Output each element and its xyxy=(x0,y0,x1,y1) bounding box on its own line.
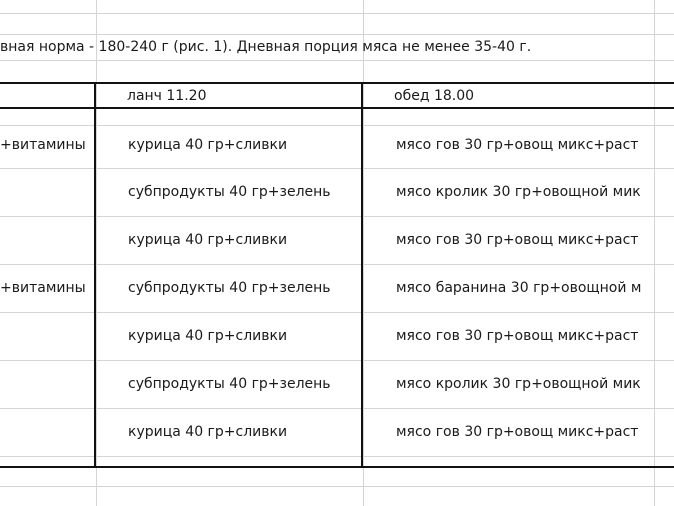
table-border-bottom xyxy=(0,466,362,468)
row-dinner-cell[interactable]: мясо кролик 30 гр+овощной мик xyxy=(396,376,641,392)
row-lunch-cell[interactable]: курица 40 гр+сливки xyxy=(128,328,288,344)
row-dinner-cell[interactable]: мясо гов 30 гр+овощ микс+раст xyxy=(396,424,639,440)
row-lunch-cell[interactable]: субпродукты 40 гр+зелень xyxy=(128,376,331,392)
row-lunch-cell[interactable]: курица 40 гр+сливки xyxy=(128,232,288,248)
gridline xyxy=(0,408,674,409)
row-dinner-cell[interactable]: мясо гов 30 гр+овощ микс+раст xyxy=(396,328,639,344)
row-dinner-cell[interactable]: мясо гов 30 гр+овощ микс+раст xyxy=(396,137,639,153)
gridline xyxy=(0,168,674,169)
gridline xyxy=(0,60,674,61)
gridline xyxy=(0,34,674,35)
header-dinner[interactable]: обед 18.00 xyxy=(394,88,475,104)
header-lunch[interactable]: ланч 11.20 xyxy=(127,88,207,104)
gridline xyxy=(0,216,674,217)
table-border-bottom xyxy=(362,466,674,468)
table-border-left xyxy=(94,82,96,468)
header-border-bottom xyxy=(0,107,674,109)
gridline xyxy=(0,312,674,313)
title-row-cell[interactable]: вная норма - 180-240 г (рис. 1). Дневная порция мяса не менее 35-40 г. xyxy=(0,39,532,55)
table-border-top xyxy=(0,82,362,84)
table-border-middle xyxy=(361,82,363,468)
row-dinner-cell[interactable]: мясо гов 30 гр+овощ микс+раст xyxy=(396,232,639,248)
gridline xyxy=(96,0,97,506)
row-left-cell[interactable]: +витамины xyxy=(0,137,86,153)
gridline xyxy=(0,456,674,457)
gridline xyxy=(0,486,674,487)
row-lunch-cell[interactable]: субпродукты 40 гр+зелень xyxy=(128,280,331,296)
gridline xyxy=(0,125,674,126)
gridline xyxy=(0,264,674,265)
row-lunch-cell[interactable]: курица 40 гр+сливки xyxy=(128,137,288,153)
gridline xyxy=(0,360,674,361)
row-dinner-cell[interactable]: мясо кролик 30 гр+овощной мик xyxy=(396,184,641,200)
row-left-cell[interactable]: +витамины xyxy=(0,280,86,296)
table-border-top xyxy=(362,82,674,84)
row-dinner-cell[interactable]: мясо баранина 30 гр+овощной м xyxy=(396,280,642,296)
gridline xyxy=(654,0,655,506)
row-lunch-cell[interactable]: курица 40 гр+сливки xyxy=(128,424,288,440)
gridline xyxy=(0,13,674,14)
row-lunch-cell[interactable]: субпродукты 40 гр+зелень xyxy=(128,184,331,200)
gridline xyxy=(363,0,364,506)
